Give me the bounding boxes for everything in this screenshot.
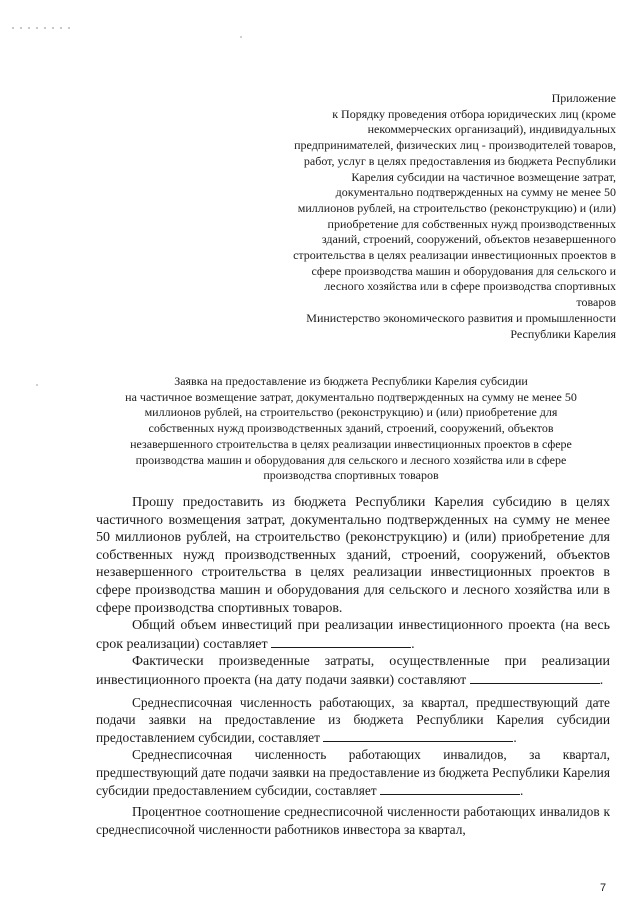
title-line: производства спортивных товаров	[263, 468, 439, 483]
appendix-header	[250, 91, 616, 311]
request-text: Прошу предоставить из бюджета Республики Карелия субсидию в целях частичного возмещения затрат, документально подтвержденных на сумму не менее 50 миллионов рублей, на строительство (реконструкцию) и (или) приобретение для собственных нужд производственных зданий, строений, сооружений, объектов незавершенного строительства в целях реализации инвестиционных проектов в сфере производства машин и оборудования для сельского и лесного хозяйства или в сфере производства спортивных товаров.	[96, 495, 610, 616]
actual-costs-text: Фактически произведенные затраты, осуществленные при реализации инвестиционного проекта (на дату подачи заявки) составляют	[96, 654, 610, 688]
title-line: собственных нужд производственных зданий, строений, сооружений, объектов	[148, 421, 554, 436]
appendix-line: товаров	[576, 295, 616, 310]
scan-dot	[36, 384, 38, 386]
employees-blank[interactable]	[323, 729, 513, 742]
appendix-line: зданий, строений, сооружений, объектов незавершенного	[321, 232, 616, 247]
employees-paragraph	[96, 694, 610, 747]
title-line: на частичное возмещение затрат, документально подтвержденных на сумму не менее 50	[125, 389, 577, 404]
appendix-line: приобретение для собственных нужд производственных	[327, 216, 616, 231]
appendix-line: Карелия субсидии на частичное возмещение затрат,	[351, 169, 616, 184]
period: .	[520, 782, 524, 798]
appendix-line: некоммерческих организаций), индивидуальных	[367, 122, 616, 137]
scan-artifact	[12, 16, 92, 22]
page-number: 7	[600, 882, 607, 894]
document-title	[96, 374, 606, 484]
title-line: незавершенного строительства в целях реализации инвестиционных проектов в сфере	[130, 436, 572, 451]
appendix-line: Приложение	[551, 91, 616, 105]
percentage-text: Процентное соотношение среднесписочной численности работающих инвалидов к среднесписочной численности работников инвестора за квартал,	[96, 804, 610, 837]
total-investment-paragraph	[96, 617, 610, 653]
title-line: миллионов рублей, на строительство (реконструкцию) и (или) приобретение для	[144, 405, 558, 420]
appendix-line: работ, услуг в целях предоставления из бюджета Республики	[303, 153, 616, 168]
total-investment-text: Общий объем инвестиций при реализации инвестиционного проекта (на весь срок реализации) составляет	[96, 618, 610, 652]
employees-text: Среднесписочная численность работающих, за квартал, предшествующий дате подачи заявки на предоставление из бюджета Республики Карелия субсидии предоставлением субсидии, составляет	[96, 694, 610, 745]
appendix-line: сфере производства машин и оборудования для сельского и	[311, 263, 616, 278]
period: .	[411, 636, 415, 652]
disabled-employees-blank[interactable]	[380, 782, 520, 795]
addressee-line: Министерство экономического развития и промышленности	[306, 311, 616, 325]
addressee	[250, 311, 616, 342]
actual-costs-paragraph	[96, 653, 610, 689]
disabled-employees-text: Среднесписочная численность работающих инвалидов, за квартал, предшествующий дате подачи заявки на предоставление из бюджета Республики Карелия субсидии предоставлением субсидии, составляет	[96, 747, 610, 798]
request-paragraph	[96, 494, 610, 617]
scan-dot	[240, 36, 242, 38]
total-investment-blank[interactable]	[271, 635, 411, 648]
appendix-line: лесного хозяйства или в сфере производства спортивных	[324, 279, 616, 294]
addressee-line: Республики Карелия	[510, 326, 616, 341]
disabled-employees-paragraph	[96, 746, 610, 799]
title-line: Заявка на предоставление из бюджета Республики Карелия субсидии	[174, 374, 528, 388]
appendix-line: предпринимателей, физических лиц - производителей товаров,	[294, 138, 616, 153]
appendix-line: к Порядку проведения отбора юридических лиц (кроме	[332, 106, 616, 121]
appendix-line: документально подтвержденных на сумму не менее 50	[335, 185, 616, 200]
actual-costs-blank[interactable]	[470, 671, 600, 684]
document-body	[96, 494, 610, 838]
period: .	[599, 672, 604, 688]
title-line: производства машин и оборудования для сельского и лесного хозяйства или в сфере	[135, 452, 567, 467]
appendix-line: миллионов рублей, на строительство (реконструкцию) и (или)	[297, 200, 616, 215]
percentage-paragraph	[96, 803, 610, 838]
period: .	[513, 729, 517, 745]
appendix-line: строительства в целях реализации инвестиционных проектов в	[293, 248, 616, 263]
